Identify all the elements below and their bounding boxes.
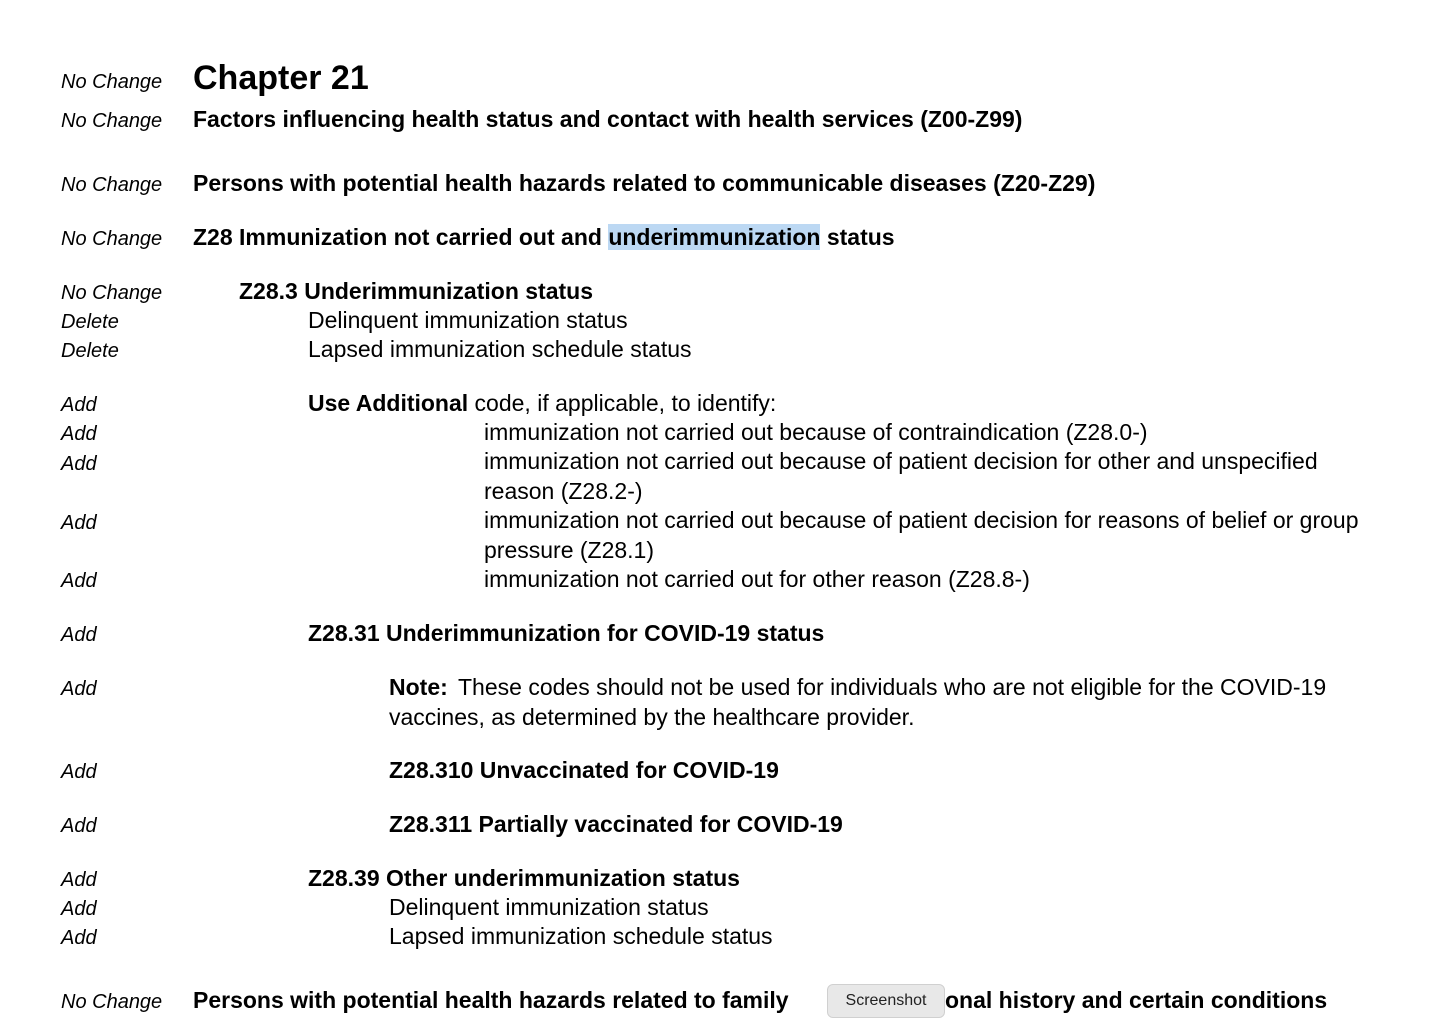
inclusion-term: Lapsed immunization schedule status <box>389 923 773 949</box>
change-status-delete-1: Delete <box>61 311 119 333</box>
change-status-add: Add <box>61 898 97 920</box>
use-additional-item: immunization not carried out because of patient decision for other and unspecified reason (Z28.2-) <box>484 448 1318 504</box>
change-status-add: Add <box>61 570 97 592</box>
change-status-z28-3: No Change <box>61 282 163 304</box>
use-additional-item: immunization not carried out for other reason (Z28.8-) <box>484 566 1030 592</box>
use-additional-instruction <box>308 389 776 418</box>
note-label: Note: <box>389 674 448 700</box>
change-status-add: Add <box>61 512 97 534</box>
code-z28-39-title: Z28.39 Other underimmunization status <box>308 865 740 891</box>
change-status-chapter: No Change <box>61 71 163 93</box>
use-additional-label: Use Additional <box>308 390 469 416</box>
next-block-title-right: onal history and certain conditions <box>945 987 1328 1013</box>
change-status-use-additional: Add <box>61 394 97 416</box>
change-status-z28-311: Add <box>61 815 97 837</box>
section-title: Factors influencing health status and contact with health services (Z00-Z99) <box>193 106 1023 132</box>
use-additional-item: immunization not carried out because of contraindication (Z28.0-) <box>484 419 1148 445</box>
change-status-note: Add <box>61 678 97 700</box>
selected-text-highlight[interactable]: underimmunization <box>608 224 821 250</box>
note-text: These codes should not be used for individuals who are not eligible for the COVID-19 vaccines, as determined by the healthcare provider. <box>389 674 1327 730</box>
change-status-delete-2: Delete <box>61 340 119 362</box>
code-z28-310-title: Z28.310 Unvaccinated for COVID-19 <box>389 757 779 783</box>
deleted-inclusion-term: Lapsed immunization schedule status <box>308 336 692 362</box>
category-title-end: status <box>820 224 895 250</box>
category-title-start: Z28 Immunization not carried out and <box>193 224 609 250</box>
change-status-next-block: No Change <box>61 991 163 1013</box>
change-status-z28: No Change <box>61 228 163 250</box>
change-status-z28-31: Add <box>61 624 97 646</box>
screenshot-badge[interactable]: Screenshot <box>827 984 945 1018</box>
change-status-add: Add <box>61 927 97 949</box>
code-z28-3-title: Z28.3 Underimmunization status <box>239 278 594 304</box>
change-status-block: No Change <box>61 174 163 196</box>
change-status-add: Add <box>61 423 97 445</box>
next-block-title-left: Persons with potential health hazards related to family <box>193 987 789 1013</box>
inclusion-term: Delinquent immunization status <box>389 894 709 920</box>
chapter-title: Chapter 21 <box>193 59 369 97</box>
change-status-add: Add <box>61 453 97 475</box>
change-status-z28-310: Add <box>61 761 97 783</box>
change-status-section: No Change <box>61 110 163 132</box>
change-status-z28-39: Add <box>61 869 97 891</box>
code-z28-31-title: Z28.31 Underimmunization for COVID-19 status <box>308 620 825 646</box>
block-title: Persons with potential health hazards related to communicable diseases (Z20-Z29) <box>193 170 1096 196</box>
deleted-inclusion-term: Delinquent immunization status <box>308 307 628 333</box>
category-z28-title <box>193 223 895 252</box>
use-additional-text: code, if applicable, to identify: <box>468 390 777 416</box>
use-additional-item: immunization not carried out because of patient decision for reasons of belief or group pressure (Z28.1) <box>484 507 1359 563</box>
code-z28-311-title: Z28.311 Partially vaccinated for COVID-19 <box>389 811 843 837</box>
